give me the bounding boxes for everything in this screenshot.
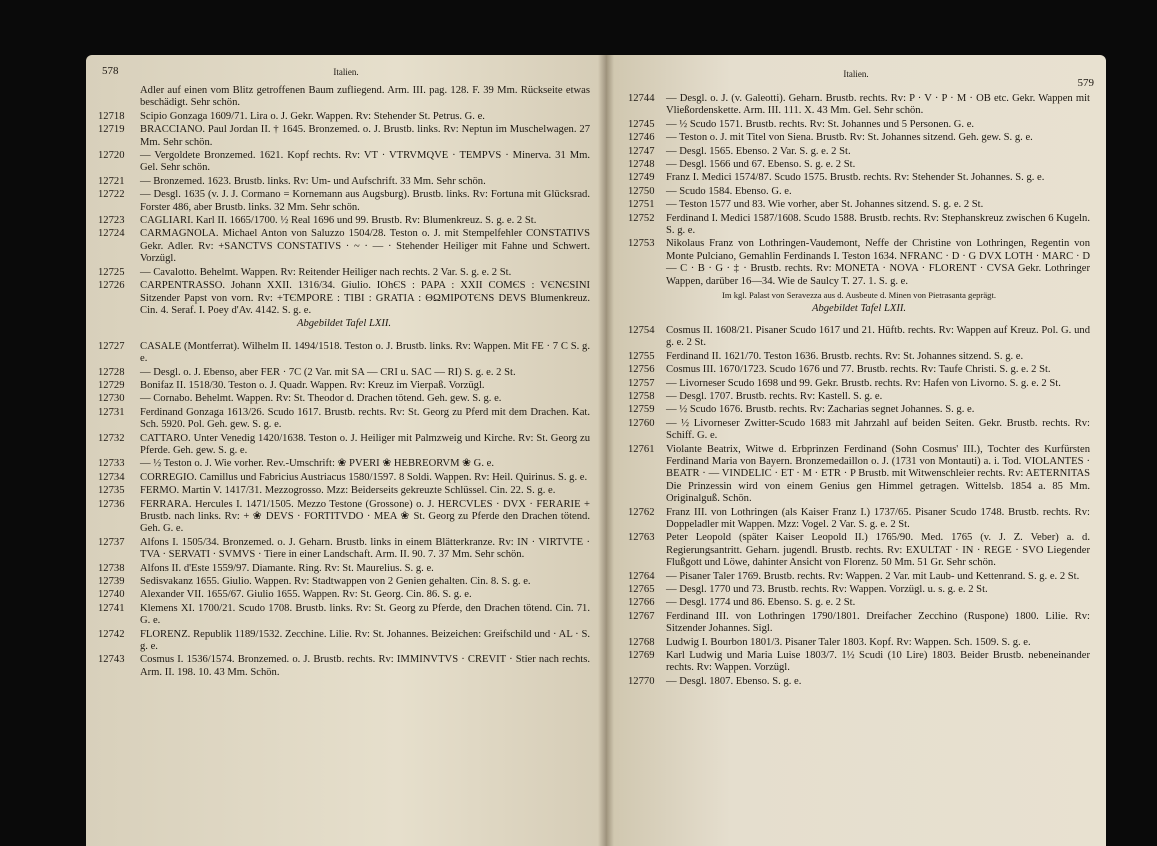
entry-number: 12748 (628, 159, 655, 171)
entry-number: 12752 (628, 212, 655, 224)
catalog-entry (628, 532, 1090, 569)
entry-text: — Cavalotto. Behelmt. Wappen. Rv: Reitender Heiliger nach rechts. 2 Var. S. g. e. 2 St. (140, 266, 512, 278)
entry-number: 12740 (98, 589, 125, 601)
entry-continuation: Adler auf einen vom Blitz getroffenen Baum zufliegend. Arm. III. pag. 128. F. 39 Mm. Rückseite etwas beschädigt. Sehr schön. (140, 85, 590, 109)
catalog-entry (628, 325, 1090, 350)
entry-text: — Desgl. o. J. Ebenso, aber FER · 7C (2 Var. mit SA — CRI u. SAC — RI) S. g. e. 2 St. (140, 366, 516, 378)
catalog-entry (628, 238, 1090, 288)
entry-number: 12736 (98, 498, 125, 510)
entry-number: 12743 (98, 654, 125, 666)
entry-list (628, 325, 1090, 688)
catalog-entry (98, 407, 590, 432)
entry-number: 12731 (98, 406, 125, 418)
entry-number: 12720 (98, 150, 125, 162)
entry-text: — Desgl. 1565. Ebenso. 2 Var. S. g. e. 2 St. (666, 145, 851, 157)
entry-text: Klemens XI. 1700/21. Scudo 1708. Brustb. links. Rv: St. Georg zu Pferde, den Drachen tötend. Cin. 71. G. e. (140, 602, 590, 627)
entry-number: 12721 (98, 175, 125, 187)
catalog-entry (628, 351, 1090, 363)
catalog-entry (98, 267, 590, 279)
entry-number: 12744 (628, 93, 655, 104)
entry-text: Alexander VII. 1655/67. Giulio 1655. Wappen. Rv: St. Georg. Cin. 86. S. g. e. (140, 589, 472, 601)
catalog-entry (98, 458, 590, 470)
entry-number: 12745 (628, 118, 655, 130)
figure-caption: Abgebildet Tafel LXII. (296, 318, 392, 330)
entry-text: Nikolaus Franz von Lothringen-Vaudemont, Neffe der Christine von Lothringen, Regentin von Monte Pulciano, Gemahlin Ferdinands I. Teston 1634. NFRANC · D · G DVX LOTH · MARC · D — C · B · G · ‡ · Brustb. rechts. Rv: MONETA · NOVA · FLORENT · CVSA Gekr. Lothringer Wappen, darüber 16—34. Wie de Saulcy T. 27. 1. S. g. e. (666, 238, 1090, 287)
entry-number: 12768 (628, 636, 655, 648)
entry-text: — ½ Scudo 1676. Brustb. rechts. Rv: Zacharias segnet Johannes. S. g. e. (666, 404, 975, 416)
entry-text: — Desgl. 1566 und 67. Ebenso. S. g. e. 2 St. (666, 159, 856, 171)
catalog-entry (628, 378, 1090, 390)
entry-text: Franz III. von Lothringen (als Kaiser Franz I.) 1737/65. Pisaner Scudo 1748. Brustb. rechts. Rv: Doppeladler mit Wappen. Mzz: Vogel. 2 Var. S. g. e. 2 St. (666, 506, 1090, 530)
entry-text: Ferdinand I. Medici 1587/1608. Scudo 1588. Brustb. rechts. Rv: Stephanskreuz zwischen 6 Kugeln. S. g. e. (666, 212, 1090, 237)
running-head-left: Italien. (333, 67, 359, 77)
catalog-entry (628, 650, 1090, 675)
entry-text: Scipio Gonzaga 1609/71. Lira o. J. Gekr. Wappen. Rv: Stehender St. Petrus. G. e. (140, 110, 485, 122)
catalog-entry (98, 176, 590, 188)
entry-text: CARPENTRASSO. Johann XXII. 1316/34. Giulio. IOhЄS : PAPA : XXII COMЄS : VЄNЄSINI Sitzender Papst von vorn. Rv: +TЄMPORE : TIBI : GRATIA : ΘΩMIPOTЄNS DEVS Blumenkreuz. Cin. 4. Seraf. I. Poey d'Av. 4142. S. g. e. (140, 280, 590, 316)
catalog-entry (98, 485, 590, 497)
right-page-content (628, 93, 1090, 689)
entry-number: 12729 (98, 379, 125, 391)
entry-text: — Desgl. 1707. Brustb. rechts. Rv: Kastell. S. g. e. (666, 390, 883, 402)
entry-text: FERMO. Martin V. 1417/31. Mezzogrosso. Mzz: Beiderseits gekreuzte Schlüssel. Cin. 22. S. g. e. (140, 485, 556, 497)
entry-number: 12770 (628, 675, 655, 687)
entry-number: 12741 (98, 602, 125, 614)
entry-text: Peter Leopold (später Kaiser Leopold II.) 1765/90. Med. 1765 (v. J. Z. Veber) a. d. Regierungsantritt. Geharn. jugendl. Brustb. rechts. Rv: EXULTAT · IN · REGE · SVO Liegender Flußgott und Löwe, dahinter Ansicht von Florenz. 50 Mm. 51 Gr. Sehr schön. (666, 532, 1090, 569)
entry-text: Alfons I. 1505/34. Bronzemed. o. J. Geharn. Brustb. links in einem Blätterkranze. Rv: IN · VIRTVTE · TVA · SERVATI · SVMVS · Tiere in einer Landschaft. Arm. II. 90. 7. 37 Mm. Sehr schön. (140, 536, 590, 561)
entry-text: — Desgl. 1807. Ebenso. S. g. e. (666, 675, 802, 687)
catalog-entry (628, 637, 1090, 649)
entry-text: — Vergoldete Bronzemed. 1621. Kopf rechts. Rv: VT · VTRVMQVE · TEMPVS · Minerva. 31 Mm. Gel. Sehr schön. (140, 150, 590, 174)
catalog-entry (628, 391, 1090, 403)
catalog-entry (98, 537, 590, 562)
left-page (86, 55, 606, 846)
catalog-entry (98, 280, 590, 317)
entry-number: 12725 (98, 266, 125, 278)
figure-caption: Abgebildet Tafel LXII. (811, 302, 907, 314)
catalog-entry (98, 589, 590, 601)
right-page (606, 55, 1106, 846)
page-number-left: 578 (102, 65, 119, 77)
catalog-entry (98, 499, 590, 536)
catalog-entry (628, 159, 1090, 171)
entry-number: 12761 (628, 443, 655, 455)
entry-text: — Desgl. 1770 und 73. Brustb. rechts. Rv: Wappen. Vorzügl. u. s. g. e. 2 St. (666, 584, 988, 596)
entry-number: 12754 (628, 324, 655, 336)
entry-list (98, 341, 590, 680)
catalog-entry (628, 93, 1090, 118)
entry-text: FLORENZ. Republik 1189/1532. Zecchine. Lilie. Rv: St. Johannes. Beizeichen: Greifschild und · AL · S. g. e. (140, 628, 590, 653)
entry-text: Ferdinand Gonzaga 1613/26. Scudo 1617. Brustb. rechts. Rv: St. Georg zu Pferd mit dem Drachen. Kat. Sch. 5920. Pol. Geh. gew. S. g. e. (140, 406, 590, 431)
catalog-entry (98, 189, 590, 214)
entry-text: CATTARO. Unter Venedig 1420/1638. Teston o. J. Heiliger mit Palmzweig und Kirche. Rv: St. Georg zu Pferde. Geh. gew. S. g. e. (140, 432, 590, 456)
entry-number: 12762 (628, 506, 655, 518)
entry-number: 12760 (628, 417, 655, 429)
entry-number: 12769 (628, 650, 655, 662)
entry-text: — Desgl. 1635 (v. J. J. Cormano = Kornemann aus Augsburg). Brustb. links. Rv: Fortuna mit Glücksrad. Forster 486, aber Brustb. links. 32 Mm. Sehr schön. (140, 189, 590, 213)
entry-number: 12765 (628, 584, 655, 596)
entry-text: Sedisvakanz 1655. Giulio. Wappen. Rv: Stadtwappen von 2 Genien gehalten. Cin. 8. S. g. e. (140, 576, 531, 588)
entry-text: — Desgl. o. J. (v. Galeotti). Geharn. Brustb. rechts. Rv: P · V · P · M · OB etc. Gekr. Wappen mit Vließordenskette. Arm. III. 111. X. 43 Mm. Gel. Sehr schön. (666, 93, 1090, 117)
catalog-entry (98, 380, 590, 392)
catalog-entry (98, 654, 590, 679)
entry-text: CORREGIO. Camillus und Fabricius Austriacus 1580/1597. 8 Soldi. Wappen. Rv: Heil. Quirinus. S. g. e. (140, 471, 588, 483)
catalog-entry (628, 597, 1090, 609)
entry-text: Violante Beatrix, Witwe d. Erbprinzen Ferdinand (Sohn Cosmus' III.), Tochter des Kurfürsten Ferdinand Maria von Bayern. Bronzemedaillon o. J. (1731 von Montauti) a. i. Tod. VIOLANTES · BEATR · — VINDELIC · ET · M · ETR · P Brustb. mit Witwenschleier rechts. Rv: AETERNITAS Die Prinzessin wird von einem Genius gen Himmel getragen. Wittelsb. 1854 a. 85 Mm. Originalguß. Schön. (666, 443, 1090, 505)
entry-number: 12732 (98, 432, 125, 444)
entry-text: — Livorneser Scudo 1698 und 99. Gekr. Brustb. rechts. Rv: Hafen von Livorno. S. g. e. 2 St. (666, 377, 1061, 389)
page-number-right: 579 (1077, 77, 1094, 89)
catalog-entry (628, 186, 1090, 198)
entry-number: 12742 (98, 628, 125, 640)
entry-text: — Desgl. 1774 und 86. Ebenso. S. g. e. 2 St. (666, 597, 856, 609)
entry-text: CARMAGNOLA. Michael Anton von Saluzzo 1504/28. Teston o. J. mit Stempelfehler CONSTATIVS Gekr. Adler. Rv: +SANCTVS CONSTATIVS · ~ · — · Stehender Heiliger mit Fahne und Schwert. Vorzügl. (140, 228, 590, 265)
catalog-entry (628, 444, 1090, 506)
catalog-entry (628, 199, 1090, 211)
entry-text: — Pisaner Taler 1769. Brustb. rechts. Rv: Wappen. 2 Var. mit Laub- und Kettenrand. S. g. e. 2 St. (666, 570, 1080, 582)
entry-number: 12764 (628, 570, 655, 582)
entry-number: 12735 (98, 485, 125, 497)
catalog-entry (98, 393, 590, 405)
catalog-entry (628, 584, 1090, 596)
catalog-entry (98, 111, 590, 123)
catalog-entry (628, 507, 1090, 532)
entry-text: Alfons II. d'Este 1559/97. Diamante. Ring. Rv: St. Maurelius. S. g. e. (140, 562, 434, 574)
entry-text: CAGLIARI. Karl II. 1665/1700. ½ Real 1696 und 99. Brustb. Rv: Blumenkreuz. S. g. e. 2 St. (140, 215, 537, 227)
entry-text: Franz I. Medici 1574/87. Scudo 1575. Brustb. rechts. Rv: Stehender St. Johannes. S. g. e. (666, 172, 1045, 184)
entry-text: — Cornabo. Behelmt. Wappen. Rv: St. Theodor d. Drachen tötend. Geh. gew. S. g. e. (140, 393, 502, 405)
entry-number: 12767 (628, 610, 655, 622)
entry-text: — Bronzemed. 1623. Brustb. links. Rv: Um- und Aufschrift. 33 Mm. Sehr schön. (140, 175, 486, 187)
entry-number: 12766 (628, 597, 655, 609)
entry-text: — ½ Livorneser Zwitter-Scudo 1683 mit Jahrzahl auf beiden Seiten. Gekr. Brustb. rechts. Rv: Schiff. G. e. (666, 417, 1090, 442)
entry-number: 12747 (628, 145, 655, 157)
entry-list (98, 111, 590, 318)
entry-number: 12737 (98, 536, 125, 548)
catalog-entry (628, 213, 1090, 238)
entry-number: 12718 (98, 110, 125, 122)
entry-text: Cosmus I. 1536/1574. Bronzemed. o. J. Brustb. rechts. Rv: IMMINVTVS · CREVIT · Stier nach rechts. Arm. II. 198. 10. 43 Mm. Schön. (140, 654, 590, 678)
book-gutter (598, 55, 614, 846)
entry-text: — Teston 1577 und 83. Wie vorher, aber St. Johannes sitzend. S. g. e. 2 St. (666, 199, 984, 211)
entry-number: 12751 (628, 199, 655, 211)
entry-number: 12746 (628, 132, 655, 144)
entry-number: 12726 (98, 280, 125, 292)
catalog-entry (98, 367, 590, 379)
entry-text: — Scudo 1584. Ebenso. G. e. (666, 185, 792, 197)
entry-number: 12756 (628, 364, 655, 376)
catalog-entry (98, 215, 590, 227)
entry-text: Karl Ludwig und Maria Luise 1803/7. 1½ Scudi (10 Lire) 1803. Beider Brustb. nebeneinander rechts. Rv: Wappen. Vorzügl. (666, 650, 1090, 674)
entry-number: 12759 (628, 404, 655, 416)
catalog-entry (98, 341, 590, 366)
entry-number: 12719 (98, 124, 125, 136)
entry-number: 12733 (98, 458, 125, 470)
entry-text: Bonifaz II. 1518/30. Teston o. J. Quadr. Wappen. Rv: Kreuz im Vierpaß. Vorzügl. (140, 379, 485, 391)
catalog-entry (628, 611, 1090, 636)
entry-number: 12724 (98, 228, 125, 240)
entry-text: Ludwig I. Bourbon 1801/3. Pisaner Taler 1803. Kopf. Rv: Wappen. Sch. 1509. S. g. e. (666, 636, 1031, 648)
catalog-entry (628, 418, 1090, 443)
entry-number: 12739 (98, 576, 125, 588)
entry-text: — ½ Teston o. J. Wie vorher. Rev.-Umschrift: ❀ PVERI ❀ HEBREORVM ❀ G. e. (140, 458, 494, 470)
left-page-content (98, 85, 590, 680)
catalog-entry (98, 472, 590, 484)
catalog-entry (628, 172, 1090, 184)
catalog-entry (628, 571, 1090, 583)
entry-number: 12728 (98, 366, 125, 378)
entry-list (628, 93, 1090, 288)
entry-number: 12755 (628, 350, 655, 362)
catalog-entry (98, 576, 590, 588)
catalog-entry (98, 563, 590, 575)
entry-number: 12722 (98, 189, 125, 201)
entry-text: CASALE (Montferrat). Wilhelm II. 1494/1518. Teston o. J. Brustb. links. Rv: Wappen. Mit FE · 7 C S. g. e. (140, 340, 590, 365)
running-head-right: Italien. (843, 69, 869, 79)
entry-text: BRACCIANO. Paul Jordan II. † 1645. Bronzemed. o. J. Brustb. links. Rv: Neptun im Muschelwagen. 27 Mm. Sehr schön. (140, 124, 590, 148)
entry-number: 12734 (98, 471, 125, 483)
entry-number: 12763 (628, 532, 655, 544)
entry-number: 12753 (628, 238, 655, 250)
entry-text: — Teston o. J. mit Titel von Siena. Brustb. Rv: St. Johannes sitzend. Geh. gew. S. g. e. (666, 132, 1033, 144)
catalog-entry (628, 676, 1090, 688)
catalog-entry (98, 629, 590, 654)
entry-text: — ½ Scudo 1571. Brustb. rechts. Rv: St. Johannes und 5 Personen. G. e. (666, 118, 975, 130)
catalog-entry (98, 150, 590, 175)
entry-number: 12750 (628, 185, 655, 197)
entry-number: 12723 (98, 215, 125, 227)
catalog-entry (628, 132, 1090, 144)
catalog-entry (628, 146, 1090, 158)
entry-text: Cosmus II. 1608/21. Pisaner Scudo 1617 und 21. Hüftb. rechts. Rv: Wappen auf Kreuz. Pol. G. und g. e. 2 St. (666, 324, 1090, 349)
entry-text: Ferdinand II. 1621/70. Teston 1636. Brustb. rechts. Rv: St. Johannes sitzend. S. g. e. (666, 350, 1024, 362)
catalog-entry (628, 119, 1090, 131)
entry-number: 12757 (628, 377, 655, 389)
entry-number: 12738 (98, 562, 125, 574)
catalog-entry (98, 433, 590, 458)
entry-number: 12758 (628, 390, 655, 402)
entry-number: 12749 (628, 172, 655, 184)
footnote: Im kgl. Palast von Seravezza aus d. Ausbeute d. Minen von Pietrasanta geprägt. (722, 290, 996, 301)
catalog-entry (98, 228, 590, 265)
catalog-entry (628, 404, 1090, 416)
entry-number: 12730 (98, 393, 125, 405)
entry-text: FERRARA. Hercules I. 1471/1505. Mezzo Testone (Grossone) o. J. HERCVLES · DVX · FERARIE + Brustb. nach links. Rv: + ❀ DEVS · FORTITVDO · MEA ❀ St. Georg zu Pferde den Drachen tötend. Geh. G. e. (140, 498, 590, 535)
entry-text: Cosmus III. 1670/1723. Scudo 1676 und 77. Brustb. rechts. Rv: Taufe Christi. S. g. e. 2 St. (666, 364, 1051, 376)
catalog-entry (98, 124, 590, 149)
entry-number: 12727 (98, 340, 125, 352)
catalog-entry (98, 603, 590, 628)
catalog-entry (628, 364, 1090, 376)
entry-text: Ferdinand III. von Lothringen 1790/1801. Dreifacher Zecchino (Ruspone) 1800. Lilie. Rv: Sitzender Johannes. Sigl. (666, 610, 1090, 635)
